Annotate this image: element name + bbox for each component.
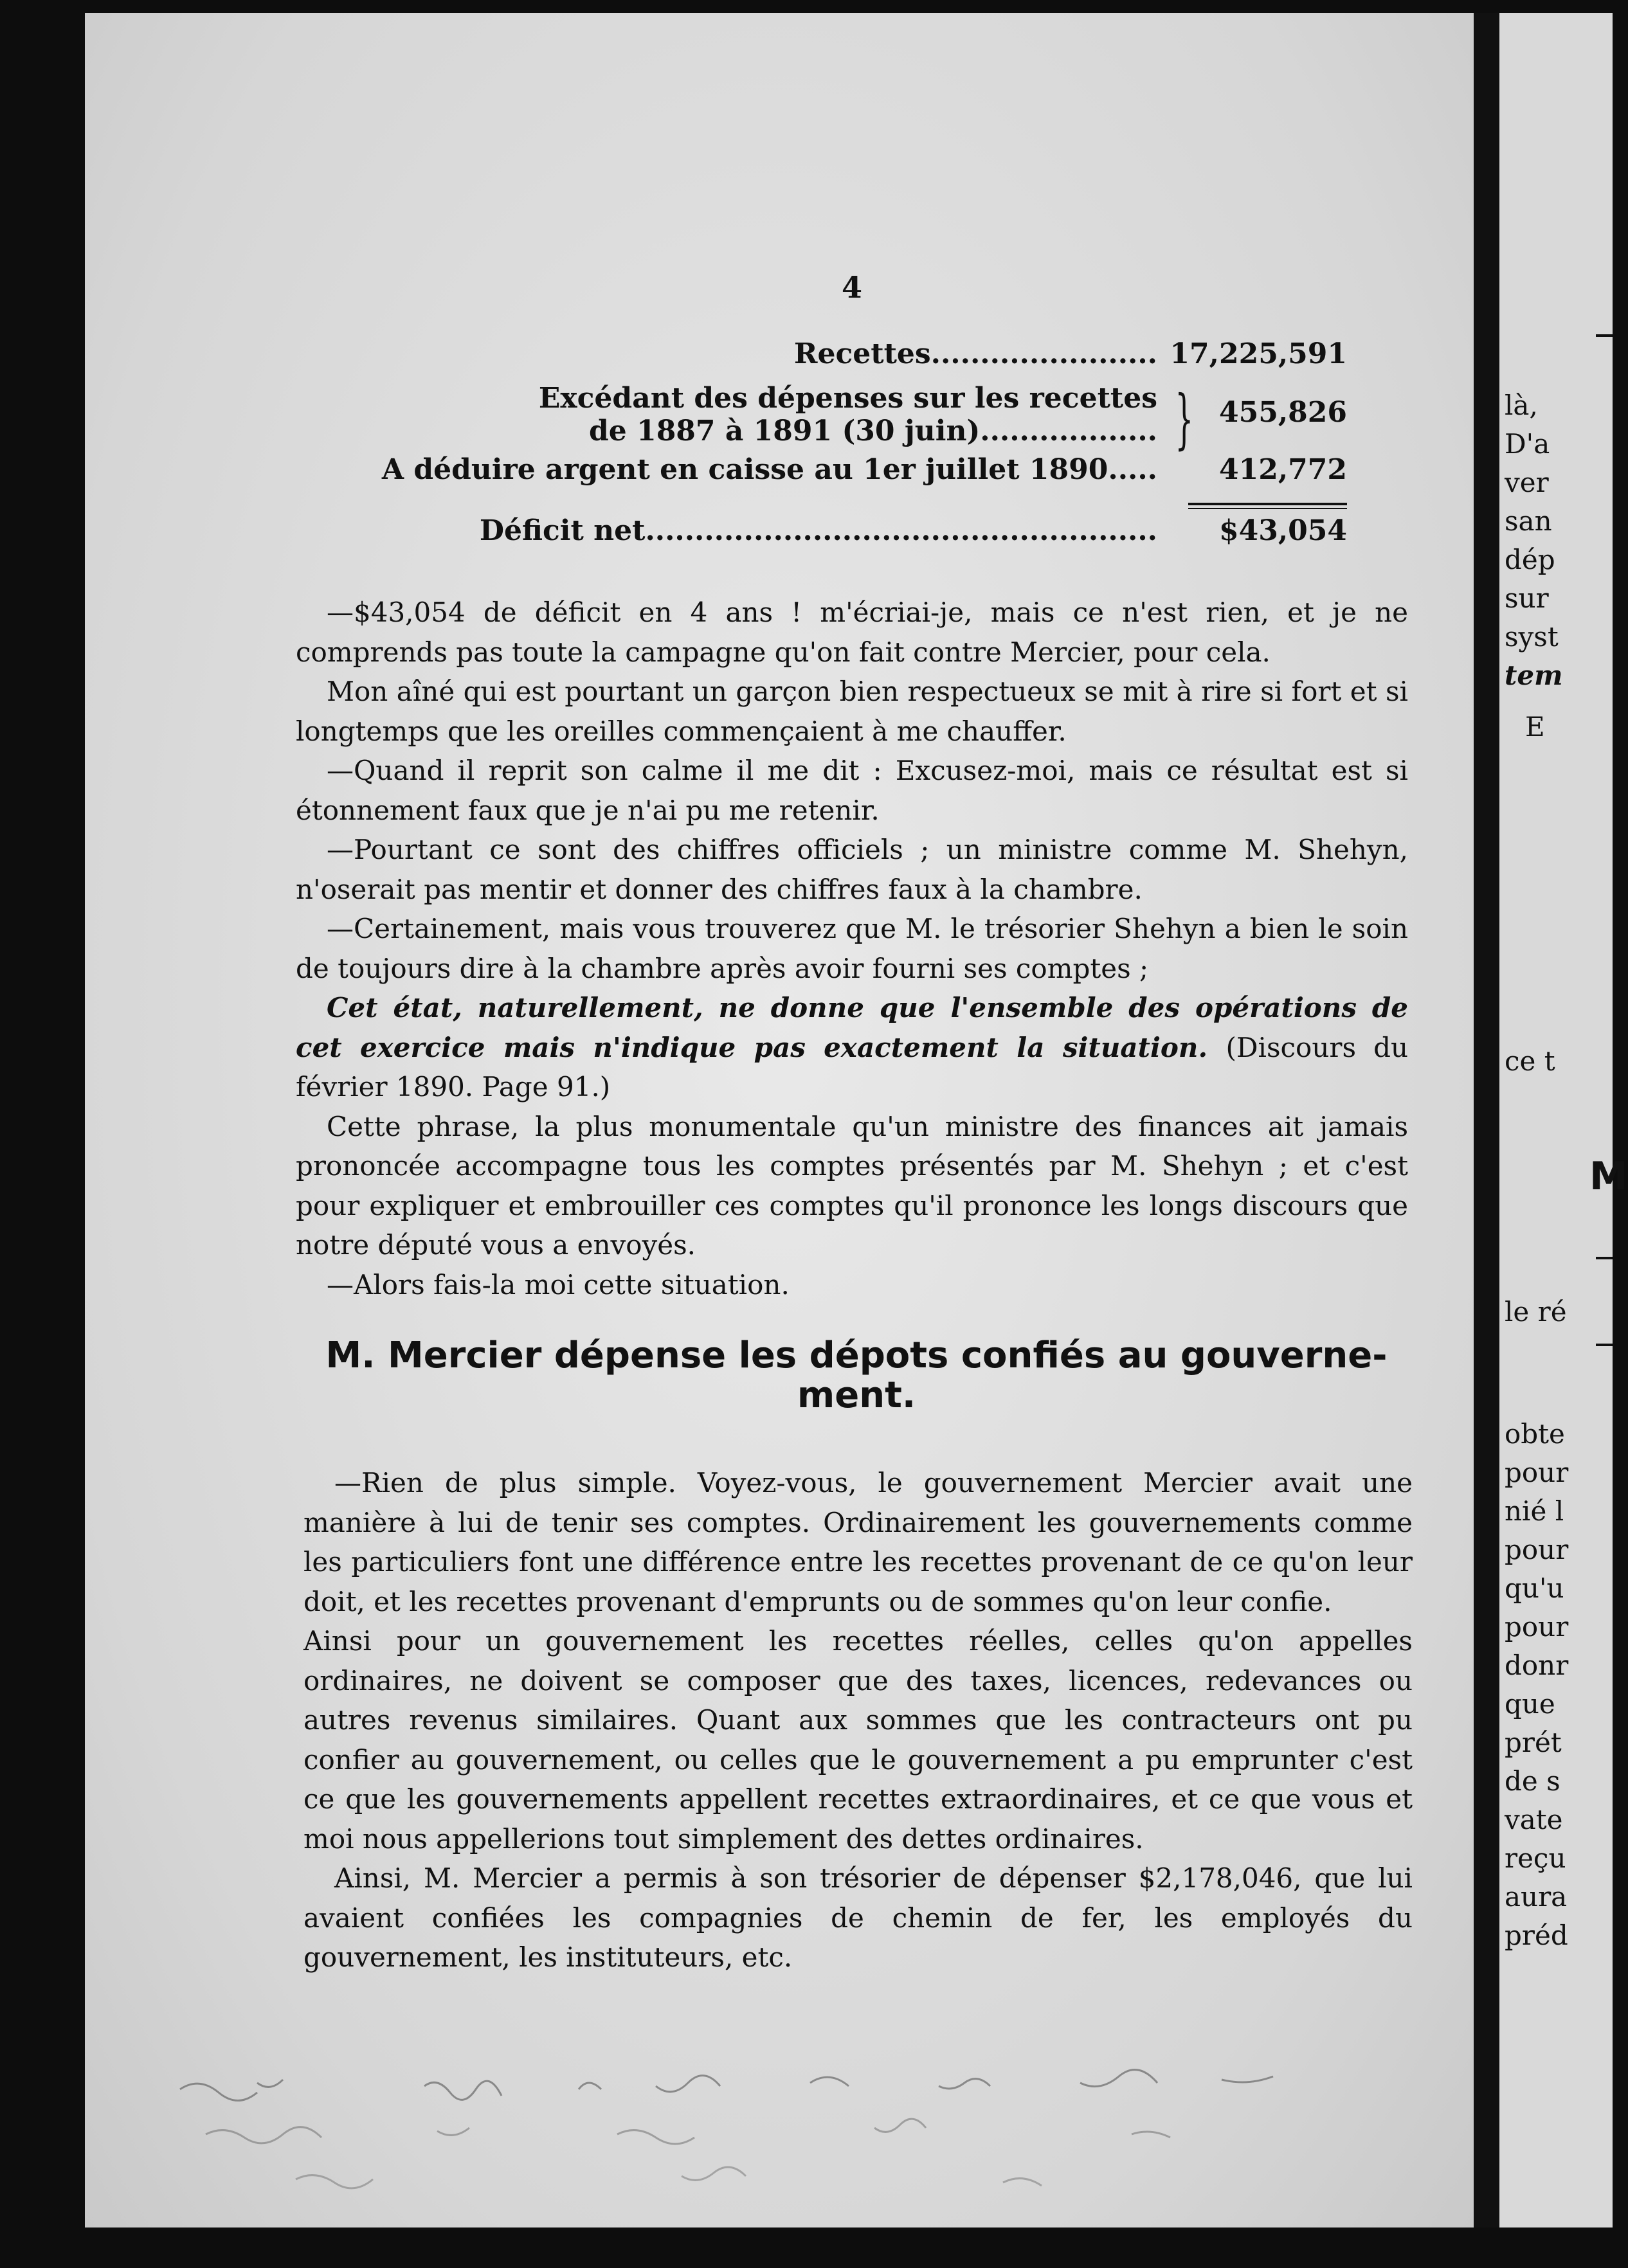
paragraph: —Quand il reprit son calme il me dit : Excusez-moi, mais ce résultat est si étonnement faux que je n'ai pu me retenir. bbox=[296, 755, 1408, 826]
page-number: 4 bbox=[841, 270, 862, 305]
row-label-line2: de 1887 à 1891 (30 juin).................. bbox=[589, 415, 1157, 447]
facing-page-text bbox=[1499, 13, 1628, 2228]
row-label: A déduire argent en caisse au 1er juillet 1890..... bbox=[381, 453, 1157, 486]
quote-paragraph bbox=[296, 988, 1408, 1107]
fragment: donr bbox=[1505, 1650, 1569, 1681]
table-row bbox=[0, 514, 1157, 553]
quote-citation: (Discours du février 1890. Page 91.) bbox=[296, 1031, 1409, 1102]
paragraph: Cette phrase, la plus monumentale qu'un ministre des finances ait jamais prononcée accompagne tous les comptes présentés par M. Shehyn ; et c'est pour expliquer et embrouiller ces comptes qu'il prononce les longs discours que notre député vous a envoyés. bbox=[296, 1110, 1408, 1261]
brace-glyph: } bbox=[1175, 381, 1194, 456]
quote-text: Cet état, naturellement, ne donne que l'ensemble des opérations de cet exercice mais n'indique pas exactement la situation. bbox=[296, 992, 1408, 1063]
fragment: pour bbox=[1505, 1457, 1569, 1488]
fragment: que bbox=[1505, 1688, 1555, 1720]
table-row-amount bbox=[1196, 453, 1347, 492]
table-row bbox=[0, 382, 1157, 417]
fragment: tem bbox=[1505, 660, 1563, 691]
paragraph: —Rien de plus simple. Voyez-vous, le gouvernement Mercier avait une manière à lui de tenir ses comptes. Ordinairement les gouvernements comme les particuliers font une différence entre les recettes provenant de ce qu'on leur doit, et les recettes provenant d'emprunts ou de sommes qu'on leur confie. bbox=[303, 1467, 1413, 1617]
fragment: syst bbox=[1505, 621, 1559, 652]
table-row-amount bbox=[1196, 396, 1347, 435]
table-row bbox=[0, 338, 1157, 376]
section-title-line2: ment. bbox=[797, 1374, 916, 1416]
row-amount: 455,826 bbox=[1218, 396, 1347, 429]
table-row-amount bbox=[1170, 338, 1347, 376]
fragment: de s bbox=[1505, 1765, 1560, 1797]
paragraph: Ainsi pour un gouvernement les recettes réelles, celles qu'on appelles ordinaires, ne doivent se composer que des taxes, licences, redevances ou autres revenus similaires. Quant aux sommes que les contracteurs ont pu confier au gouvernement, ou celles que le gouvernement a pu emprunter c'est ce que les gouvernements appellent recettes extraordinaires, et ce que vous et moi nous appellerions tout simplement des dettes ordinaires. bbox=[303, 1625, 1413, 1855]
row-label: Déficit net.................................................... bbox=[479, 514, 1157, 547]
fragment: pour bbox=[1505, 1611, 1569, 1643]
handwriting-scribble bbox=[167, 2064, 1389, 2218]
table-row bbox=[0, 415, 1157, 450]
paragraph: —$43,054 de déficit en 4 ans ! m'écriai-je, mais ce n'est rien, et je ne comprends pas toute la campagne qu'on fait contre Mercier, pour cela. bbox=[296, 597, 1408, 668]
fragment: qu'u bbox=[1505, 1572, 1564, 1604]
fragment: le ré bbox=[1505, 1296, 1567, 1328]
fragment: sur bbox=[1505, 582, 1549, 614]
paragraph: —Pourtant ce sont des chiffres officiels ; un ministre comme M. Shehyn, n'oserait pas mentir et donner des chiffres faux à la chambre. bbox=[296, 834, 1408, 905]
fragment: vate bbox=[1505, 1804, 1563, 1835]
fragment: aura bbox=[1505, 1881, 1568, 1913]
row-amount: $43,054 bbox=[1218, 514, 1347, 547]
row-amount: 412,772 bbox=[1218, 453, 1347, 486]
body-text-upper bbox=[296, 593, 1408, 1304]
facing-page-fragment bbox=[1499, 13, 1628, 2228]
body-text-lower bbox=[303, 1463, 1413, 1977]
fragment: pour bbox=[1505, 1534, 1569, 1565]
fragment: D'a bbox=[1505, 428, 1550, 460]
fragment: reçu bbox=[1505, 1842, 1566, 1874]
sum-rule bbox=[1188, 503, 1347, 505]
fragment: M bbox=[1589, 1154, 1628, 1199]
table-row bbox=[0, 453, 1157, 492]
fragment: nié l bbox=[1505, 1495, 1564, 1527]
section-title bbox=[297, 1336, 1416, 1416]
fragment: san bbox=[1505, 505, 1552, 537]
row-label-line1: Excédant des dépenses sur les recettes bbox=[538, 382, 1157, 415]
paragraph: Mon aîné qui est pourtant un garçon bien respectueux se mit à rire si fort et si longtemps que les oreilles commençaient à me chauffer. bbox=[296, 676, 1408, 747]
row-amount: 17,225,591 bbox=[1170, 338, 1347, 370]
fragment: E bbox=[1525, 711, 1545, 742]
fragment: préd bbox=[1505, 1920, 1568, 1951]
fragment: prét bbox=[1505, 1727, 1562, 1758]
sum-rule-thin bbox=[1188, 508, 1347, 509]
fragment: ver bbox=[1505, 467, 1549, 498]
paragraph: Ainsi, M. Mercier a permis à son trésorier de dépenser $2,178,046, que lui avaient confiées les compagnies de chemin de fer, les employés du gouvernement, les instituteurs, etc. bbox=[303, 1862, 1413, 1973]
fragment: ce t bbox=[1505, 1045, 1555, 1077]
fragment: là, bbox=[1505, 390, 1538, 421]
paragraph: —Alors fais-la moi cette situation. bbox=[327, 1268, 790, 1300]
fragment: dép bbox=[1505, 544, 1555, 575]
section-title-line1: M. Mercier dépense les dépots confiés au gouverne- bbox=[325, 1335, 1388, 1376]
row-label: Recettes....................... bbox=[793, 338, 1157, 370]
fragment: obte bbox=[1505, 1418, 1565, 1450]
paragraph: —Certainement, mais vous trouverez que M. le trésorier Shehyn a bien le soin de toujours dire à la chambre après avoir fourni ses comptes ; bbox=[296, 913, 1408, 984]
page-gutter bbox=[1474, 13, 1499, 2228]
table-row-amount bbox=[1196, 514, 1347, 553]
